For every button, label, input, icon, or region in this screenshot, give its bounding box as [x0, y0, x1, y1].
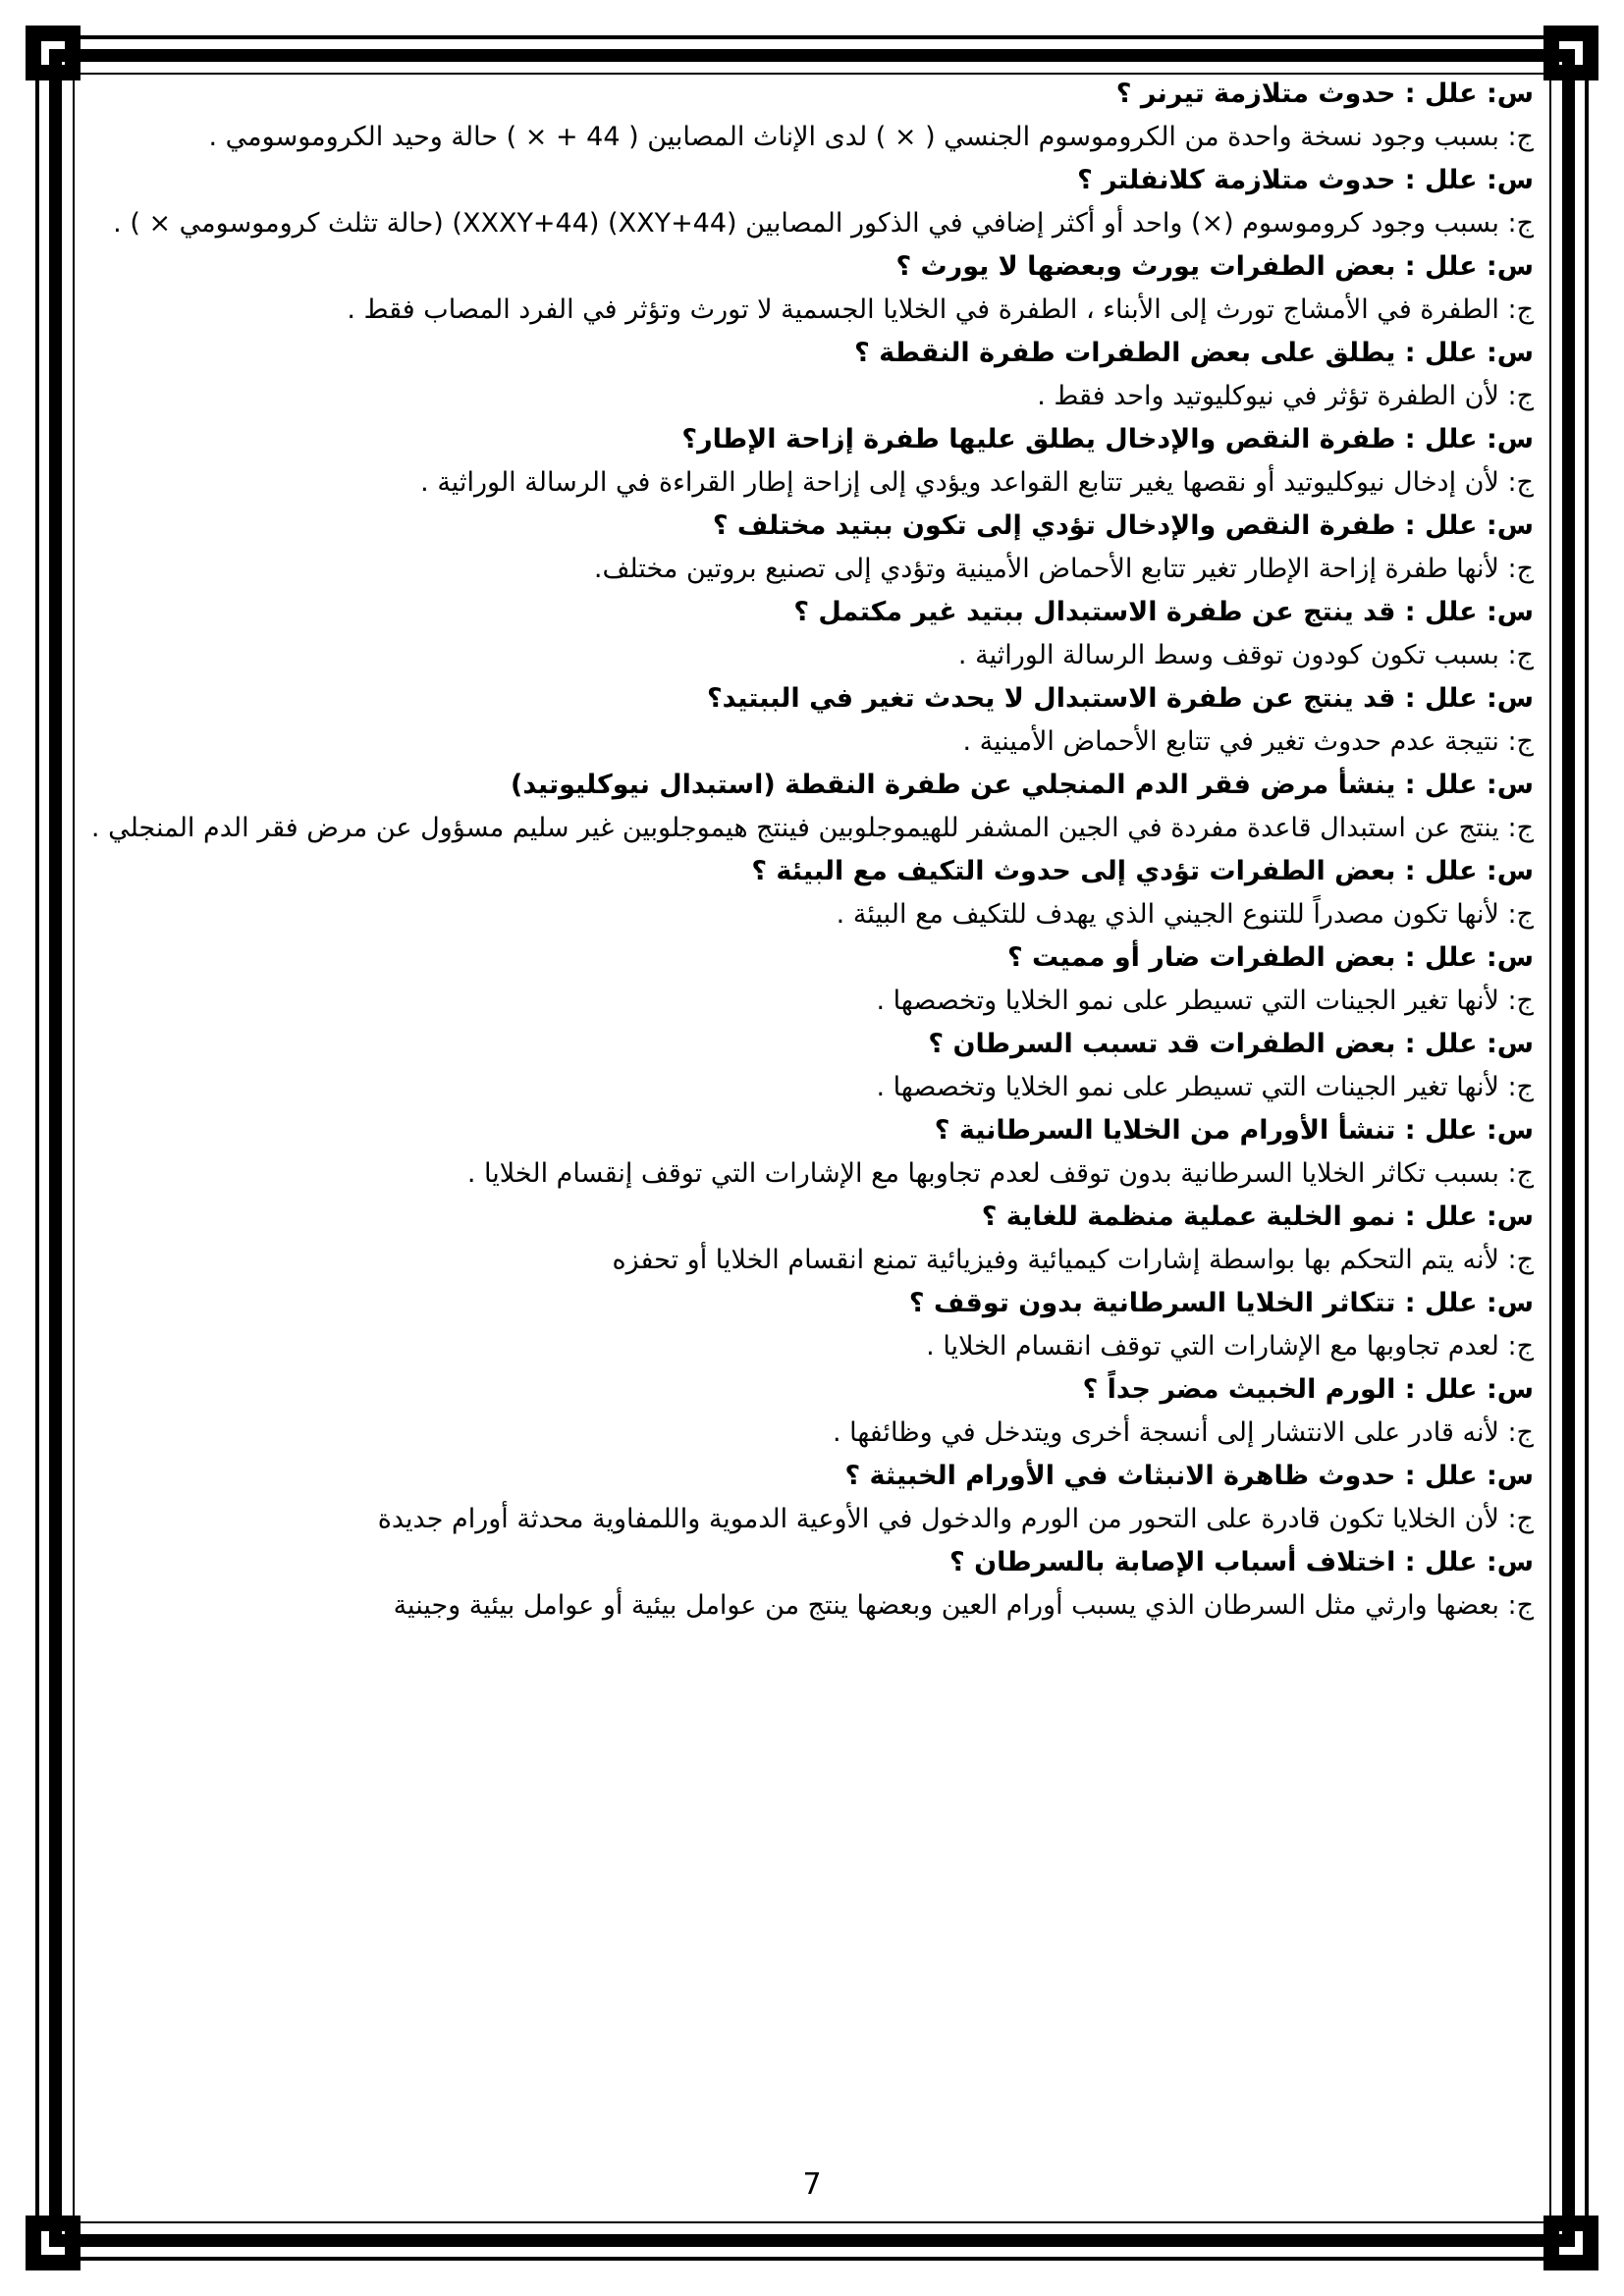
question-text: س: علل : بعض الطفرات يورث وبعضها لا يورث ؟: [895, 251, 1534, 282]
answer-text: ج: بسبب وجود كروموسوم (×) واحد أو أكثر إضافي في الذكور المصابين (XXY+44) (XXXY+44) (حالة تثلث كروموسومي × ) .: [113, 208, 1534, 239]
answer-text: ج: لأن الطفرة تؤثر في نيوكليوتيد واحد فقط .: [1037, 381, 1534, 411]
answer-text: ج: الطفرة في الأمشاج تورث إلى الأبناء ، الطفرة في الخلايا الجسمية لا تورث وتؤثر في الفرد المصاب فقط .: [347, 294, 1534, 325]
question-text: س: علل : تتكاثر الخلايا السرطانية بدون توقف ؟: [908, 1288, 1534, 1318]
question-text: س: علل : طفرة النقص والإدخال يطلق عليها طفرة إزاحة الإطار؟: [681, 424, 1534, 454]
question-text: س: علل : بعض الطفرات قد تسبب السرطان ؟: [928, 1029, 1534, 1059]
answer-text: ج: لأنه قادر على الانتشار إلى أنسجة أخرى ويتدخل في وظائفها .: [832, 1417, 1534, 1448]
answer-text: ج: لأنها تغير الجينات التي تسيطر على نمو الخلايا وتخصصها .: [876, 1072, 1534, 1102]
answer-text: ج: لأنها طفرة إزاحة الإطار تغير تتابع الأحماض الأمينية وتؤدي إلى تصنيع بروتين مختلف.: [593, 554, 1534, 584]
question-text: س: علل : حدوث ظاهرة الانبثاث في الأورام الخبيثة ؟: [844, 1461, 1534, 1491]
qa-content: [90, 73, 1534, 1628]
answer-text: ج: لعدم تجاوبها مع الإشارات التي توقف انقسام الخلايا .: [926, 1331, 1534, 1362]
answer-text: ج: لأن إدخال نيوكليوتيد أو نقصها يغير تتابع القواعد ويؤدي إلى إزاحة إطار القراءة في الرسالة الوراثية .: [420, 467, 1534, 498]
answer-text: ج: بسبب تكون كودون توقف وسط الرسالة الوراثية .: [957, 640, 1534, 670]
answer-text: ج: بسبب تكاثر الخلايا السرطانية بدون توقف لعدم تجاوبها مع الإشارات التي توقف إنقسام الخلايا .: [466, 1158, 1534, 1189]
question-text: س: علل : نمو الخلية عملية منظمة للغاية ؟: [981, 1201, 1534, 1232]
question-text: س: علل : اختلاف أسباب الإصابة بالسرطان ؟: [949, 1547, 1534, 1577]
answer-text: ج: لأن الخلايا تكون قادرة على التحور من الورم والدخول في الأوعية الدموية واللمفاوية محدثة أورام جديدة: [377, 1504, 1534, 1534]
question-text: س: علل : قد ينتج عن طفرة الاستبدال ببتيد غير مكتمل ؟: [793, 597, 1534, 627]
question-text: س: علل : بعض الطفرات ضار أو مميت ؟: [1006, 942, 1534, 973]
question-text: س: علل : ينشأ مرض فقر الدم المنجلي عن طفرة النقطة (استبدال نيوكليوتيد): [510, 770, 1534, 800]
border-corner-ornament-bottom-right: [1543, 2216, 1598, 2270]
border-corner-ornament-top-left: [26, 26, 81, 80]
answer-text: ج: لأنها تغير الجينات التي تسيطر على نمو الخلايا وتخصصها .: [876, 986, 1534, 1016]
question-text: س: علل : حدوث متلازمة كلانفلتر ؟: [1077, 165, 1534, 195]
border-corner-ornament-bottom-left: [26, 2216, 81, 2270]
answer-text: ج: ينتج عن استبدال قاعدة مفردة في الجين المشفر للهيموجلوبين فينتج هيموجلوبين غير سليم مسؤول عن مرض فقر الدم المنجلي .: [90, 813, 1534, 843]
answer-text: ج: نتيجة عدم حدوث تغير في تتابع الأحماض الأمينية .: [962, 726, 1534, 757]
question-text: س: علل : بعض الطفرات تؤدي إلى حدوث التكيف مع البيئة ؟: [751, 856, 1534, 886]
question-text: س: علل : تنشأ الأورام من الخلايا السرطانية ؟: [934, 1115, 1534, 1146]
answer-text: ج: لأنه يتم التحكم بها بواسطة إشارات كيميائية وفيزيائية تمنع انقسام الخلايا أو تحفزه: [612, 1245, 1534, 1275]
border-corner-ornament-top-right: [1543, 26, 1598, 80]
question-text: س: علل : طفرة النقص والإدخال تؤدي إلى تكون ببتيد مختلف ؟: [712, 510, 1534, 541]
answer-text: ج: بعضها وارثي مثل السرطان الذي يسبب أورام العين وبعضها ينتج من عوامل بيئية أو عوامل بيئية وجينية: [393, 1590, 1534, 1621]
answer-text: ج: لأنها تكون مصدراً للتنوع الجيني الذي يهدف للتكيف مع البيئة .: [836, 899, 1534, 930]
question-text: س: علل : قد ينتج عن طفرة الاستبدال لا يحدث تغير في الببتيد؟: [706, 683, 1534, 714]
question-text: س: علل : يطلق على بعض الطفرات طفرة النقطة ؟: [854, 338, 1534, 368]
question-text: س: علل : حدوث متلازمة تيرنر ؟: [1115, 79, 1534, 109]
answer-text: ج: بسبب وجود نسخة واحدة من الكروموسوم الجنسي ( × ) لدى الإناث المصابين ( 44 + × ) حالة وحيد الكروموسومي .: [208, 122, 1534, 152]
question-text: س: علل : الورم الخبيث مضر جداً ؟: [1082, 1374, 1534, 1405]
page-number: 7: [802, 2167, 822, 2202]
